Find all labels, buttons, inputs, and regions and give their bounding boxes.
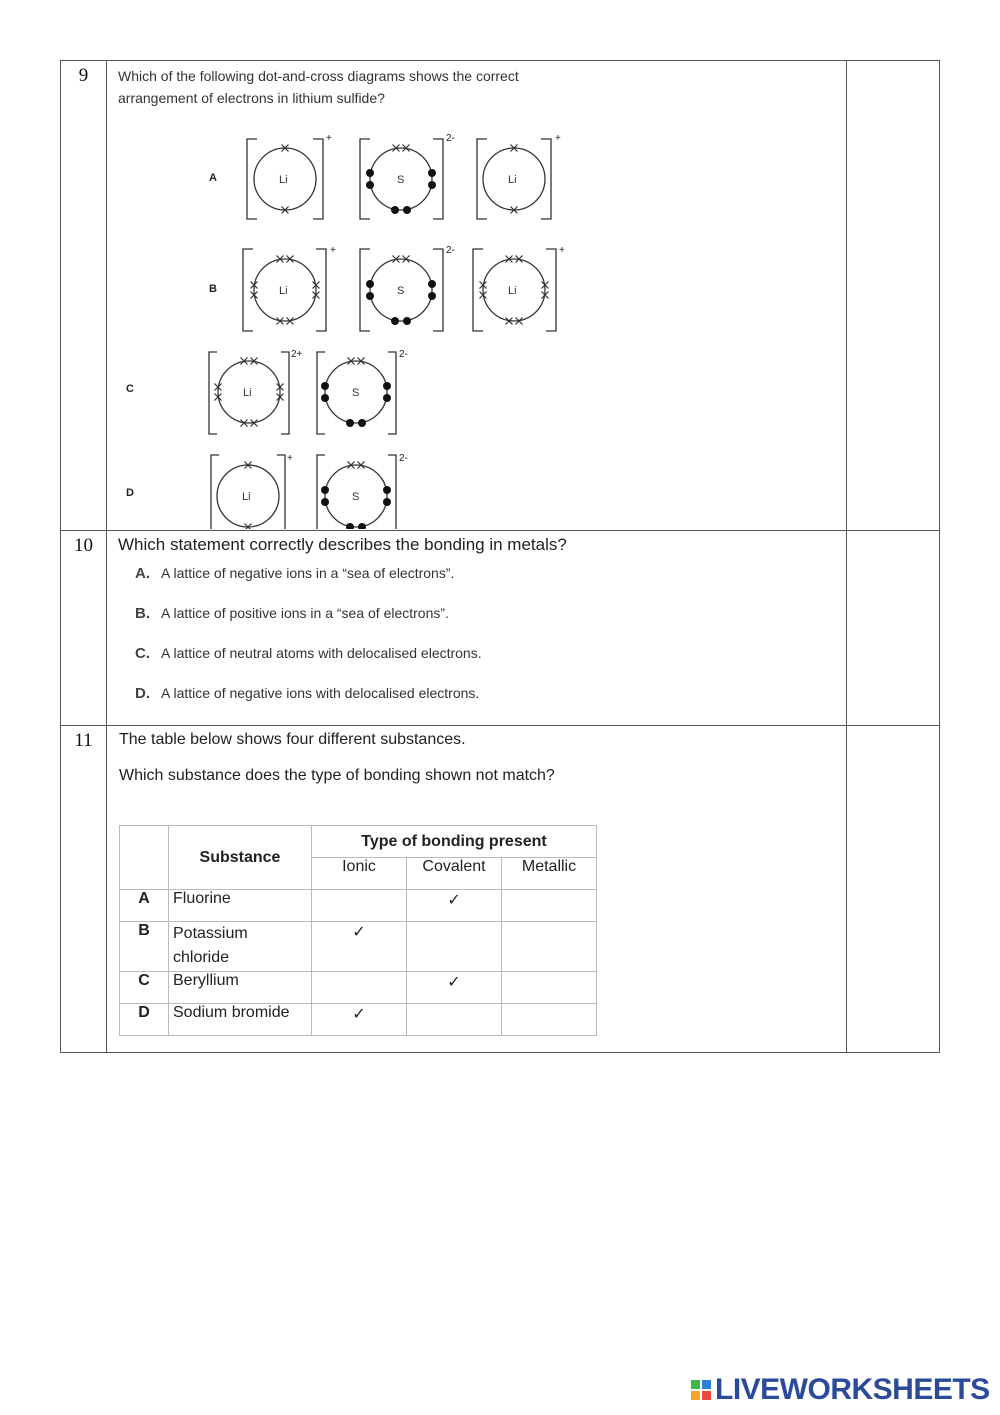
check-mark: ✓ <box>407 972 502 1004</box>
option-a: A. A lattice of negative ions in a “sea of electrons”. <box>135 565 455 582</box>
header-type-of-bonding: Type of bonding present <box>312 826 597 858</box>
option-d-s-ion <box>317 453 408 529</box>
liveworksheets-logo-icon <box>690 1379 712 1401</box>
option-c: C. A lattice of neutral atoms with delocalised electrons. <box>135 645 482 662</box>
option-a-li-ion-2 <box>477 133 561 219</box>
questions-table <box>60 60 940 1053</box>
question-number: 9 <box>61 61 107 531</box>
check-mark: ✓ <box>407 890 502 922</box>
svg-text:S: S <box>352 491 360 503</box>
check-mark: ✓ <box>312 922 407 972</box>
svg-text:+: + <box>326 133 332 144</box>
option-label-c: C <box>126 383 134 395</box>
option-label-b: B <box>209 283 217 295</box>
question-9-row <box>61 61 940 531</box>
svg-text:+: + <box>330 245 336 256</box>
svg-text:S: S <box>397 174 405 186</box>
option-label-d: D <box>126 487 134 499</box>
header-metallic: Metallic <box>502 858 597 890</box>
svg-text:Li: Li <box>243 387 252 399</box>
question-10-stem: Which statement correctly describes the bonding in metals? <box>118 535 567 554</box>
question-11-stem: The table below shows four different substances. <box>119 731 466 748</box>
question-11-question: Which substance does the type of bonding shown not match? <box>119 767 555 784</box>
option-b-li-ion-2 <box>473 245 565 331</box>
svg-text:Li: Li <box>279 285 288 297</box>
logo-text: LIVEWORKSHEETS <box>715 1373 990 1406</box>
svg-text:2-: 2- <box>399 453 408 464</box>
svg-text:Li: Li <box>508 285 517 297</box>
option-label-a: A <box>209 172 217 184</box>
question-11-row <box>61 726 940 1053</box>
option-b: B. A lattice of positive ions in a “sea of electrons”. <box>135 605 449 622</box>
svg-text:+: + <box>559 245 565 256</box>
table-row: B Potassium chloride ✓ <box>120 922 597 972</box>
option-a-s-ion <box>360 133 455 219</box>
substances-table <box>119 825 597 1036</box>
option-c-li-ion <box>209 349 303 434</box>
svg-text:2-: 2- <box>446 245 455 256</box>
option-b-s-ion <box>360 245 455 331</box>
table-row: D Sodium bromide ✓ <box>120 1004 597 1036</box>
svg-text:Li: Li <box>508 174 517 186</box>
question-9-stem: Which of the following dot-and-cross diagrams shows the correct arrangement of electrons in lithium sulfide? <box>118 68 519 106</box>
svg-text:+: + <box>555 133 561 144</box>
svg-text:2-: 2- <box>399 349 408 360</box>
svg-text:Li: Li <box>279 174 288 186</box>
option-d: D. A lattice of negative ions with delocalised electrons. <box>135 685 480 702</box>
question-10-body <box>107 531 847 726</box>
svg-text:2-: 2- <box>446 133 455 144</box>
option-d-li-ion <box>211 453 293 529</box>
dot-cross-diagrams <box>111 109 611 529</box>
option-b-li-ion <box>243 245 336 331</box>
answer-cell-11[interactable] <box>847 726 940 1053</box>
question-11-body <box>107 726 847 1053</box>
svg-text:S: S <box>397 285 405 297</box>
svg-text:S: S <box>352 387 360 399</box>
question-10-row <box>61 531 940 726</box>
svg-text:+: + <box>287 453 293 464</box>
question-number: 10 <box>61 531 107 726</box>
answer-cell-10[interactable] <box>847 531 940 726</box>
svg-text:2+: 2+ <box>291 349 303 360</box>
header-covalent: Covalent <box>407 858 502 890</box>
header-ionic: Ionic <box>312 858 407 890</box>
check-mark: ✓ <box>312 1004 407 1036</box>
question-number: 11 <box>61 726 107 1053</box>
option-c-s-ion <box>317 349 408 434</box>
table-row: C Beryllium ✓ <box>120 972 597 1004</box>
option-a-li-ion <box>247 133 332 219</box>
table-row: A Fluorine ✓ <box>120 890 597 922</box>
question-9-body <box>107 61 847 531</box>
header-substance: Substance <box>169 826 312 890</box>
svg-text:Li: Li <box>242 491 251 503</box>
liveworksheets-logo[interactable] <box>690 1373 990 1407</box>
answer-cell-9[interactable] <box>847 61 940 531</box>
